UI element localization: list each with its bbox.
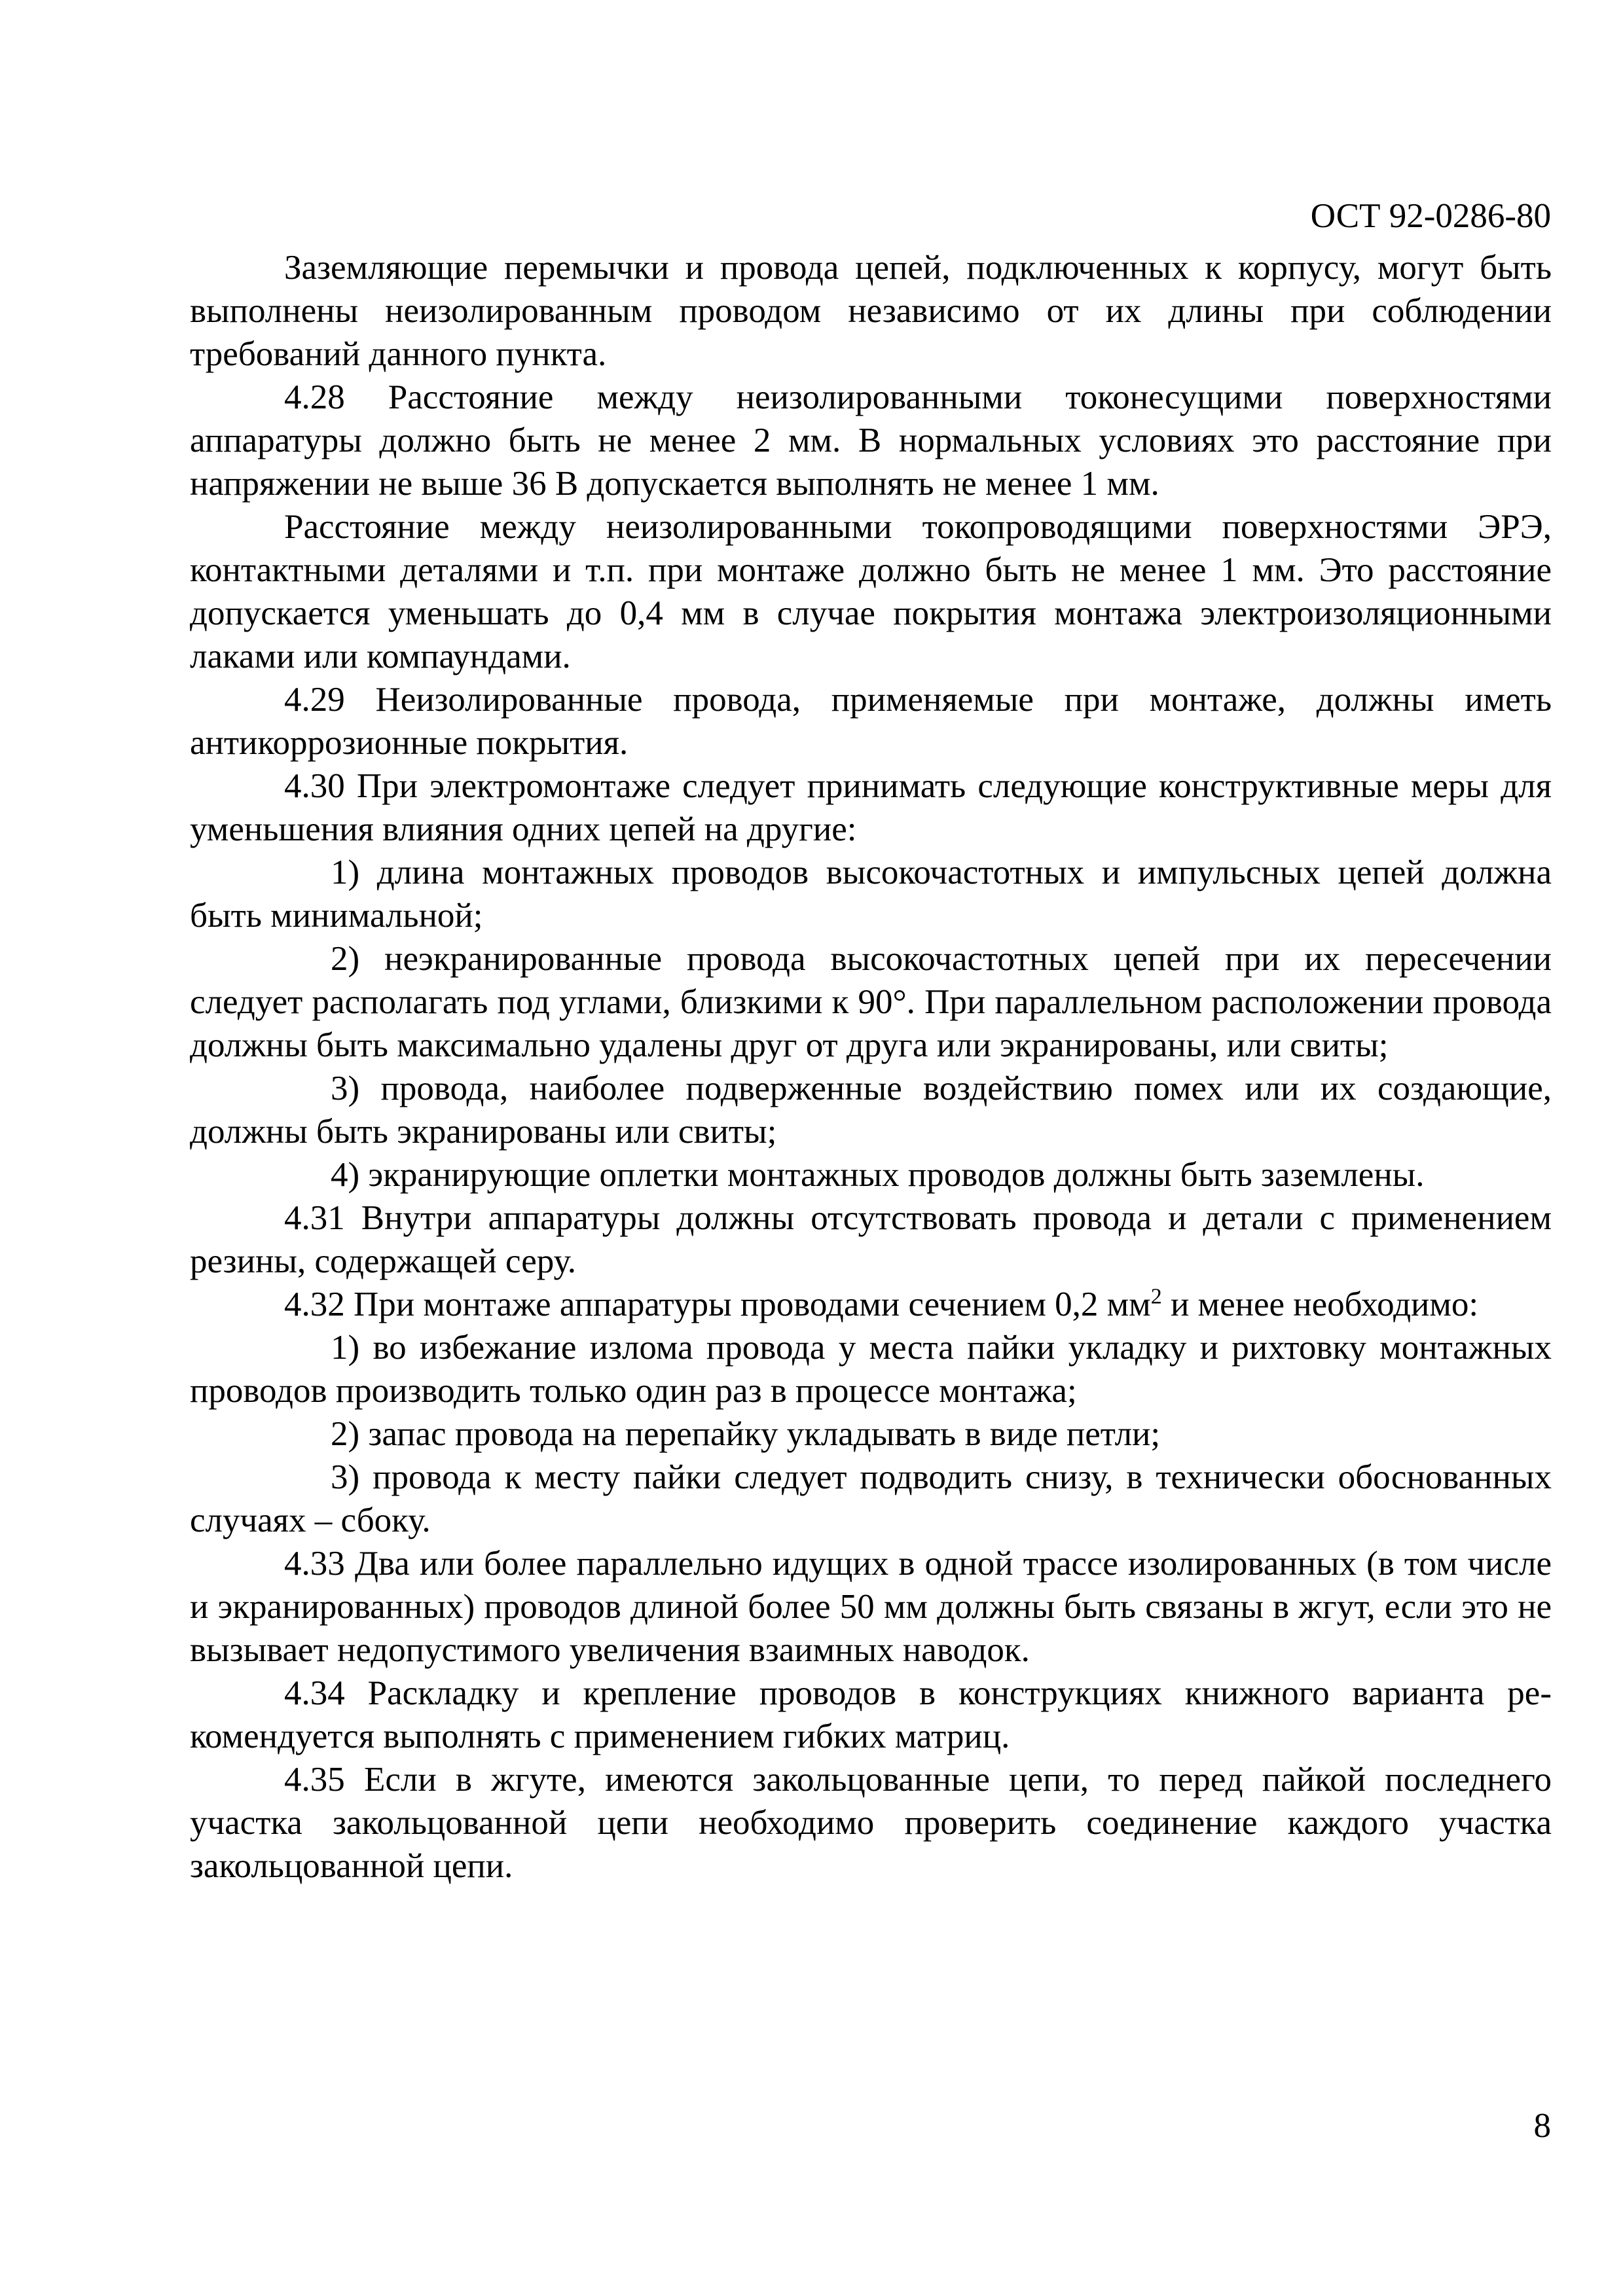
paragraph-4-33: 4.33 Два или более параллельно идущих в одной трассе изолированных (в том числе и экранированных) проводов длиной более 50 мм должны быть связаны в жгут, если это не вызывает недопустимого увеличения взаимных наводок.	[190, 1545, 1552, 1669]
list-item-4-32-3: 3) провода к месту пайки следует подводить снизу, в технически обоснованных случаях – сбоку.	[190, 1458, 1552, 1539]
paragraph-4-32-text-end: и менее необходимо:	[1161, 1285, 1479, 1323]
list-item-4-32-2: 2) запас провода на перепайку укладывать в виде петли;	[331, 1415, 1161, 1453]
paragraph-4-32-text-start: 4.32 При монтаже аппаратуры проводами сечением 0,2 мм	[284, 1285, 1151, 1323]
paragraph-4-30: 4.30 При электромонтаже следует принимать следующие конструктивные меры для уменьшения влияния одних цепей на другие:	[190, 767, 1552, 848]
paragraph-4-35: 4.35 Если в жгуте, имеются закольцованные цепи, то перед пайкой последнего участка закольцованной цепи необходимо проверить соединение каждого участка закольцованной цепи.	[190, 1761, 1552, 1885]
list-item-4-30-1: 1) длина монтажных проводов высокочастотных и импульсных цепей должна быть минимальной;	[190, 853, 1552, 935]
document-code: ОСТ 92-0286-80	[1310, 197, 1551, 235]
paragraph-grounding-jumpers: Заземляющие перемычки и провода цепей, подключенных к корпусу, могут быть выполнены неизолированным проводом независимо от их длины при соблюдении требований данного пункта.	[190, 249, 1552, 373]
paragraph-4-34: 4.34 Раскладку и крепление проводов в конструкциях книжного варианта рекомендуется выполнять с применением гибких матриц.	[190, 1674, 1552, 1755]
superscript-square: 2	[1150, 1284, 1162, 1309]
list-item-4-30-2: 2) неэкранированные провода высокочастотных цепей при их пересечении следует располагать под углами, близкими к 90°. При параллельном расположении провода должны быть максимально удалены друг от друга или экранированы, или свиты;	[190, 940, 1552, 1064]
paragraph-4-28: 4.28 Расстояние между неизолированными токонесущими поверхностями аппаратуры должно быть не менее 2 мм. В нормальных условиях это расстояние при напряжении не выше 36 В допускается выполнять не менее 1 мм.	[190, 378, 1552, 503]
paragraph-4-28-distance-ere: Расстояние между неизолированными токопроводящими поверхностями ЭРЭ, контактными деталями и т.п. при монтаже должно быть не менее 1 мм. Это расстояние допускается уменьшать до 0,4 мм в случае покрытия монтажа электроизоляционными лаками или компаундами.	[190, 508, 1552, 675]
list-item-4-30-3: 3) провода, наиболее подверженные воздействию помех или их создающие, должны быть экранированы или свиты;	[190, 1069, 1552, 1151]
paragraph-4-29: 4.29 Неизолированные провода, применяемые при монтаже, должны иметь антикоррозионные покрытия.	[190, 681, 1552, 762]
paragraph-4-31: 4.31 Внутри аппаратуры должны отсутствовать провода и детали с применением резины, содержащей серу.	[190, 1199, 1552, 1280]
paragraph-4-32	[190, 1283, 1552, 1326]
document-body	[190, 246, 1552, 1888]
list-item-4-30-4: 4) экранирующие оплетки монтажных проводов должны быть заземлены.	[331, 1156, 1425, 1194]
page-number: 8	[1533, 2107, 1551, 2145]
list-item-4-32-1: 1) во избежание излома провода у места пайки укладку и рихтовку монтажных проводов производить только один раз в процессе монтажа;	[190, 1329, 1552, 1410]
